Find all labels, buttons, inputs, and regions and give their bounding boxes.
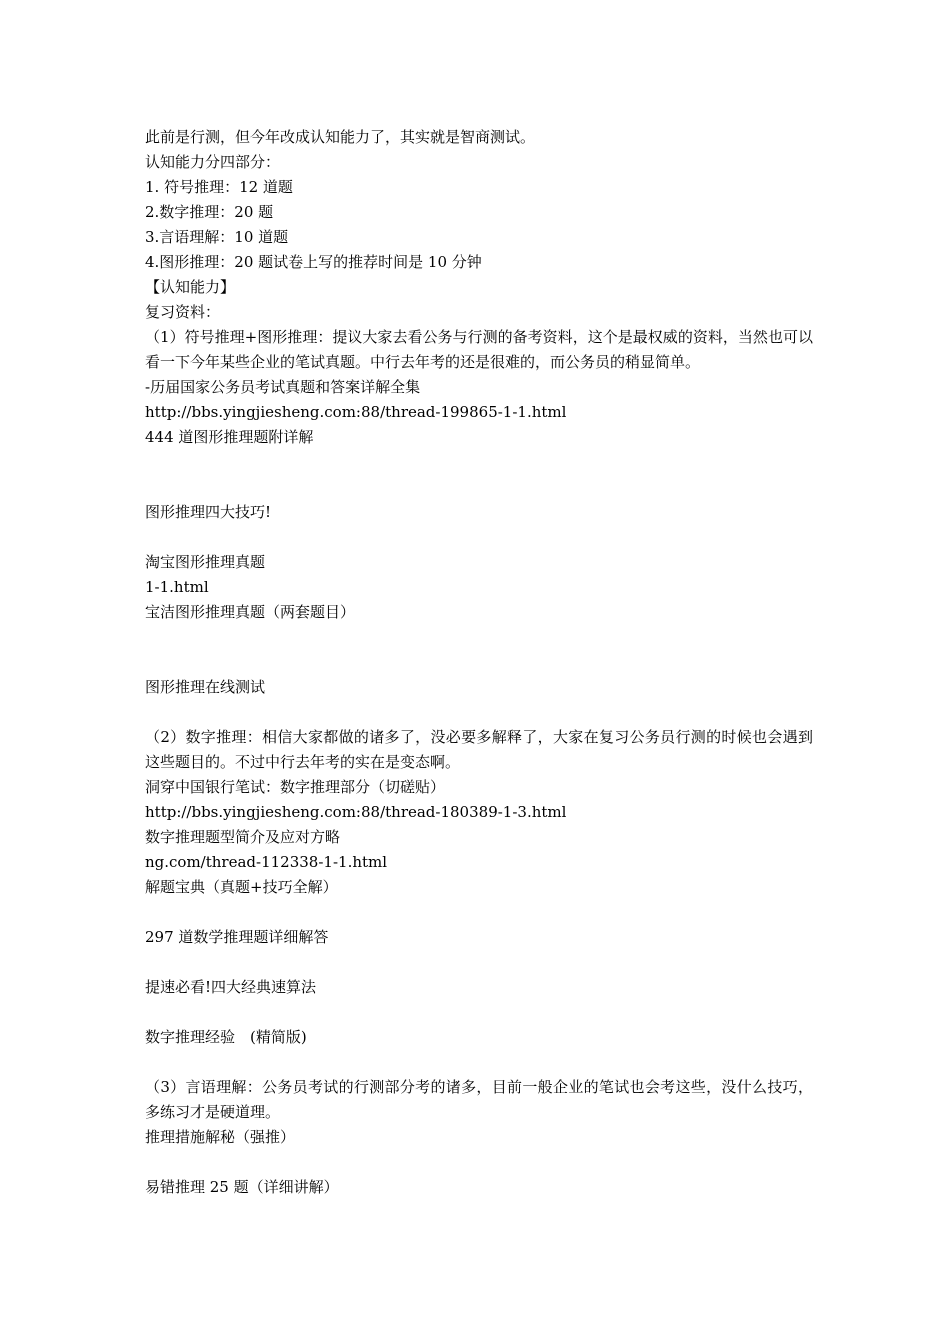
url-line[interactable]: http://bbs.yingjiesheng.com:88/thread-199865-1-1.html	[145, 403, 567, 421]
link-text-25-errors[interactable]: 易错推理 25 题（详细讲解）	[145, 1178, 339, 1196]
url-line[interactable]: http://bbs.yingjiesheng.com:88/thread-180389-1-3.html	[145, 803, 567, 821]
intro-line: 此前是行测，但今年改成认知能力了，其实就是智商测试。	[145, 128, 536, 146]
link-text-speed[interactable]: 提速必看!四大经典速算法	[145, 978, 317, 996]
blank-line	[145, 475, 813, 500]
link-text-taobao[interactable]: 淘宝图形推理真题	[145, 553, 266, 571]
blank-line	[145, 1150, 813, 1175]
link-text-444-graphic[interactable]: 444 道图形推理题附详解	[145, 428, 314, 446]
url-fragment-line[interactable]: 1-1.html	[145, 578, 209, 596]
blank-line	[145, 525, 813, 550]
paragraph-verbal: （3）言语理解：公务员考试的行测部分考的诸多，目前一般企业的笔试也会考这些，没什么技巧，多练习才是硬道理。	[145, 1078, 813, 1121]
paragraph-number-reasoning: （2）数字推理：相信大家都做的诸多了，没必要多解释了，大家在复习公务员行测的时候也会遇到这些题目的。不过中行去年考的实在是变态啊。	[145, 728, 813, 771]
blank-line	[145, 900, 813, 925]
blank-line	[145, 450, 813, 475]
paragraph-symbol-graphic: （1）符号推理+图形推理：提议大家去看公务与行测的备考资料，这个是最权威的资料，当然也可以看一下今年某些企业的笔试真题。中行去年考的还是很难的，而公务员的稍显简单。	[145, 328, 813, 371]
link-text-online-test[interactable]: 图形推理在线测试	[145, 678, 266, 696]
url-fragment-line[interactable]: ng.com/thread-112338-1-1.html	[145, 853, 388, 871]
blank-line	[145, 1050, 813, 1075]
link-text-experience[interactable]: 数字推理经验 (精简版)	[145, 1028, 307, 1046]
link-text-boc[interactable]: 洞穿中国银行笔试：数字推理部分（切磋贴）	[145, 778, 446, 796]
blank-line	[145, 625, 813, 650]
list-item-graphic-reasoning: 4.图形推理：20 题试卷上写的推荐时间是 10 分钟	[145, 253, 482, 271]
list-item-verbal: 3.言语理解：10 道题	[145, 228, 289, 246]
blank-line	[145, 650, 813, 675]
blank-line	[145, 950, 813, 975]
review-materials-label: 复习资料：	[145, 303, 221, 321]
link-text-pg[interactable]: 宝洁图形推理真题（两套题目）	[145, 603, 356, 621]
section-summary: 认知能力分四部分：	[145, 153, 281, 171]
link-text-reasoning-secrets[interactable]: 推理措施解秘（强推）	[145, 1128, 296, 1146]
link-text-number-intro[interactable]: 数字推理题型简介及应对方略	[145, 828, 341, 846]
link-text-exam-collection[interactable]: -历届国家公务员考试真题和答案详解全集	[145, 378, 421, 396]
document-body	[145, 125, 813, 1200]
blank-line	[145, 700, 813, 725]
link-text-297[interactable]: 297 道数学推理题详细解答	[145, 928, 329, 946]
list-item-symbol-reasoning: 1. 符号推理：12 道题	[145, 178, 293, 196]
section-heading: 【认知能力】	[145, 278, 236, 296]
list-item-number-reasoning: 2.数字推理：20 题	[145, 203, 274, 221]
link-text-solutions[interactable]: 解题宝典（真题+技巧全解）	[145, 878, 338, 896]
link-text-graphic-tips[interactable]: 图形推理四大技巧!	[145, 503, 272, 521]
blank-line	[145, 1000, 813, 1025]
